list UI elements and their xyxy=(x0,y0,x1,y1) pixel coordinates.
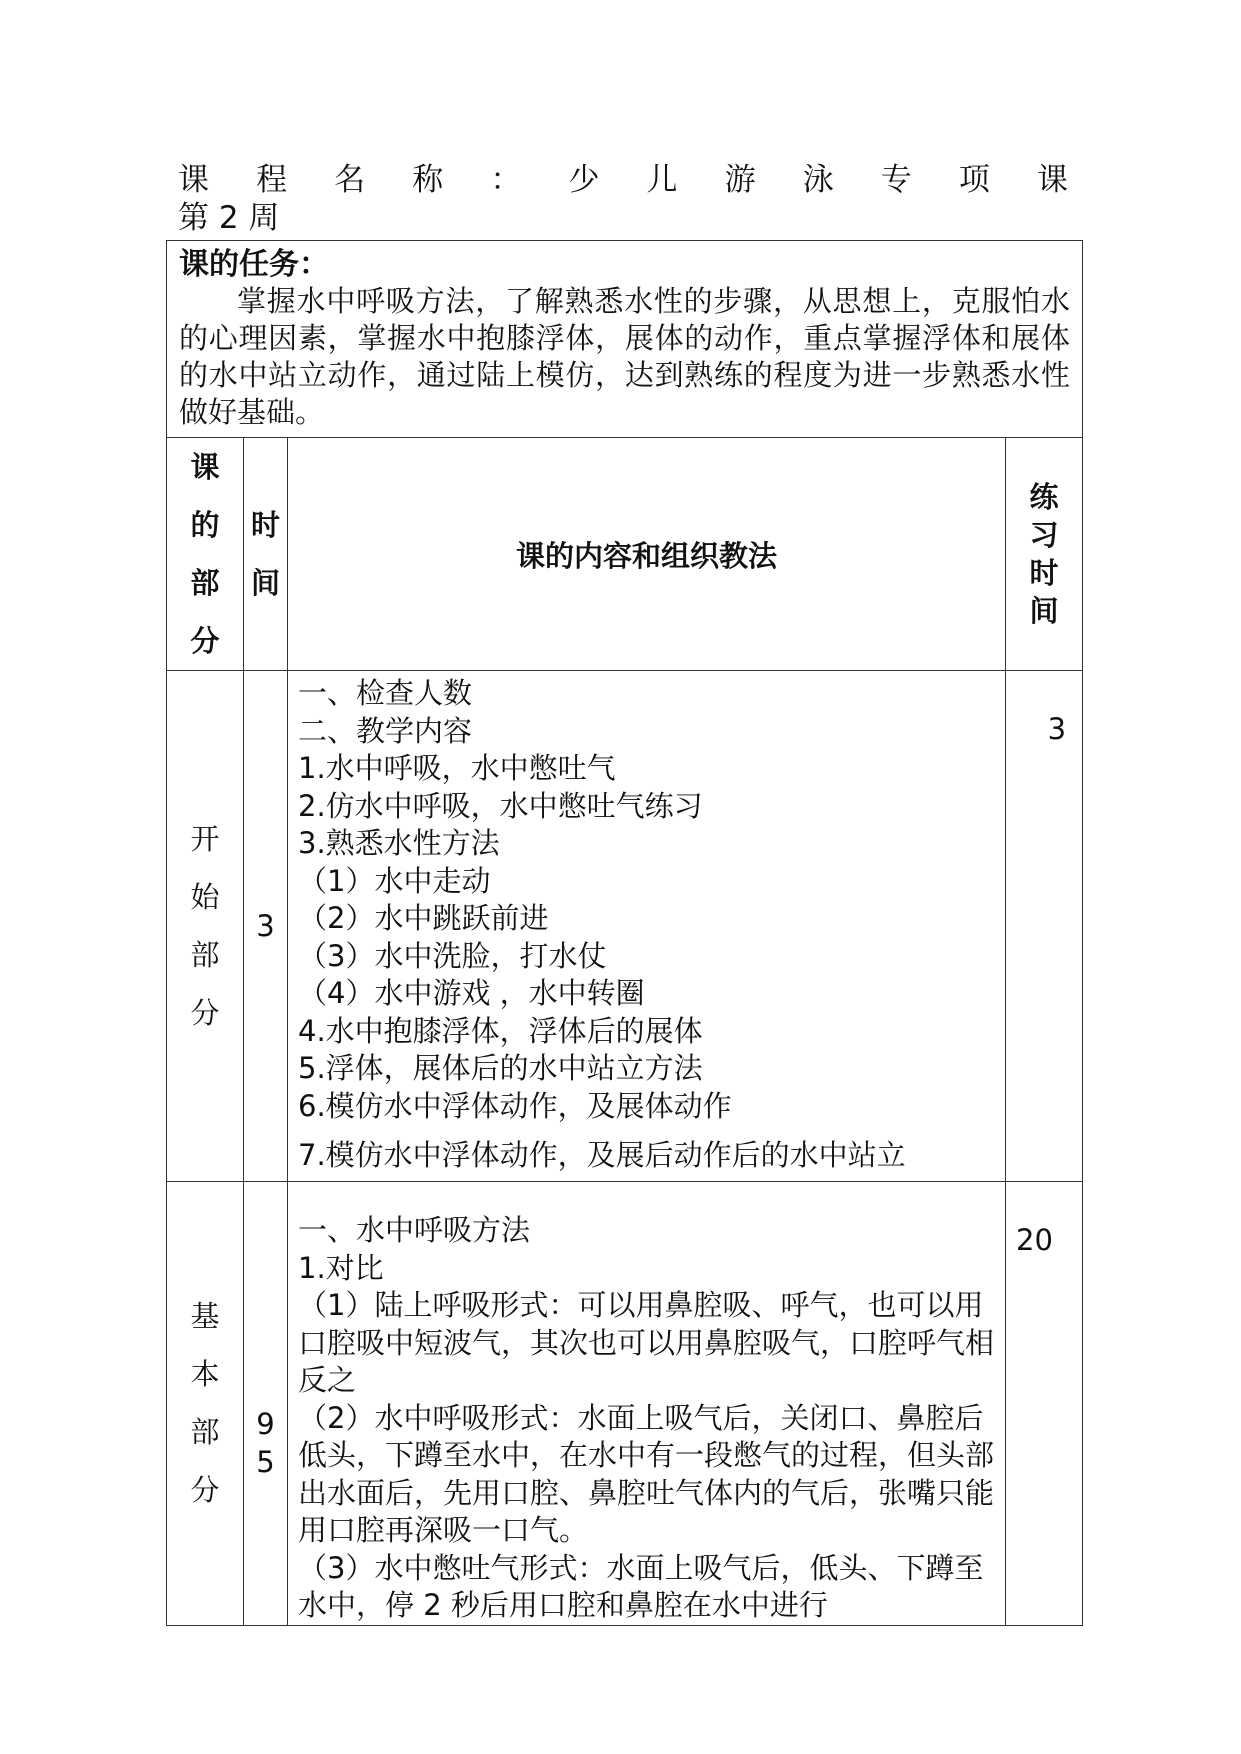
column-header-time-char: 间 xyxy=(250,566,280,600)
task-row xyxy=(167,241,1083,438)
content-line: （3）水中憋吐气形式：水面上吸气后，低头、下蹲至水中，停 2 秒后用口腔和鼻腔在水中进行 xyxy=(298,1550,984,1622)
content-line: 7.模仿水中浮体动作，及展后动作后的水中站立 xyxy=(298,1138,906,1172)
section-part-char: 分 xyxy=(190,996,220,1030)
section-content xyxy=(288,1182,1006,1626)
content-line: 一、检查人数 xyxy=(298,676,473,710)
task-heading: 课的任务： xyxy=(179,247,329,282)
column-header-part-char: 部 xyxy=(190,566,220,600)
section-time xyxy=(244,1182,288,1626)
content-line: 6.模仿水中浮体动作，及展体动作 xyxy=(298,1088,732,1123)
column-header-time-char: 时 xyxy=(250,508,280,542)
column-header-part xyxy=(167,438,244,671)
content-line: 2.仿水中呼吸，水中憋吐气练习 xyxy=(298,788,703,823)
section-practice-time: 20 xyxy=(1006,1182,1083,1626)
section-part-label xyxy=(167,1182,244,1626)
column-header-content: 课的内容和组织教法 xyxy=(288,438,1006,671)
content-line: 3.熟悉水性方法 xyxy=(298,826,500,860)
section-time-char: 5 xyxy=(256,1445,275,1480)
section-practice-time: 3 xyxy=(1006,671,1083,1182)
content-line: 1.对比 xyxy=(298,1250,384,1285)
column-header-practice-char: 练 xyxy=(1029,480,1059,514)
content-line: （1）陆上呼吸形式：可以用鼻腔吸、呼气，也可以用口腔吸中短波气，其次也可以用鼻腔吸气，口腔呼气相反之 xyxy=(298,1288,995,1397)
column-header-part-char: 的 xyxy=(190,508,220,542)
content-line: （4）水中游戏 ，水中转圈 xyxy=(298,976,645,1010)
section-part-char: 始 xyxy=(190,880,220,914)
header-row xyxy=(167,438,1083,671)
section-part-char: 基 xyxy=(190,1299,220,1334)
section-time-char: 3 xyxy=(256,909,275,943)
column-header-part-char: 分 xyxy=(190,624,220,658)
column-header-practice-time xyxy=(1006,438,1083,671)
content-line: 4.水中抱膝浮体，浮体后的展体 xyxy=(298,1013,703,1048)
content-line: 一、水中呼吸方法 xyxy=(298,1213,531,1247)
lesson-plan-table xyxy=(166,240,1083,1626)
content-line: 1.水中呼吸，水中憋吐气 xyxy=(298,751,616,785)
section-time-char: 9 xyxy=(256,1407,275,1442)
section-part-label xyxy=(167,671,244,1182)
content-line: （2）水中跳跃前进 xyxy=(298,901,549,935)
column-header-practice-char: 间 xyxy=(1029,594,1059,628)
section-time xyxy=(244,671,288,1182)
content-line: （2）水中呼吸形式：水面上吸气后，关闭口、鼻腔后低头，下蹲至水中，在水中有一段憋气的过程，但头部出水面后，先用口腔、鼻腔吐气体内的气后，张嘴只能用口腔再深吸一口气。 xyxy=(298,1400,995,1547)
section-part-char: 本 xyxy=(190,1357,220,1392)
section-part-char: 分 xyxy=(190,1473,220,1508)
content-line: 二、教学内容 xyxy=(298,713,473,748)
section-row-basic xyxy=(167,1182,1083,1626)
content-line: （1）水中走动 xyxy=(298,863,491,898)
content-line: 5.浮体，展体后的水中站立方法 xyxy=(298,1051,703,1085)
section-part-char: 部 xyxy=(190,1415,220,1450)
week-label: 第 2 周 xyxy=(178,200,280,236)
task-cell xyxy=(167,241,1083,438)
section-part-char: 开 xyxy=(190,822,220,856)
content-line: （3）水中洗脸，打水仗 xyxy=(298,938,607,973)
course-title: 课 程 名 称 ： 少 儿 游 泳 专 项 课 xyxy=(178,162,1070,198)
column-header-practice-char: 时 xyxy=(1029,556,1059,590)
task-text: 掌握水中呼吸方法，了解熟悉水性的步骤，从思想上，克服怕水的心理因素，掌握水中抱膝浮体，展体的动作，重点掌握浮体和展体的水中站立动作，通过陆上模仿，达到熟练的程度为进一步熟悉水性做好基础。 xyxy=(179,284,1071,429)
section-part-char: 部 xyxy=(190,938,220,972)
column-header-practice-char: 习 xyxy=(1029,518,1059,552)
section-content xyxy=(288,671,1006,1182)
column-header-part-char: 课 xyxy=(190,450,220,484)
section-row-start xyxy=(167,671,1083,1182)
column-header-time xyxy=(244,438,288,671)
